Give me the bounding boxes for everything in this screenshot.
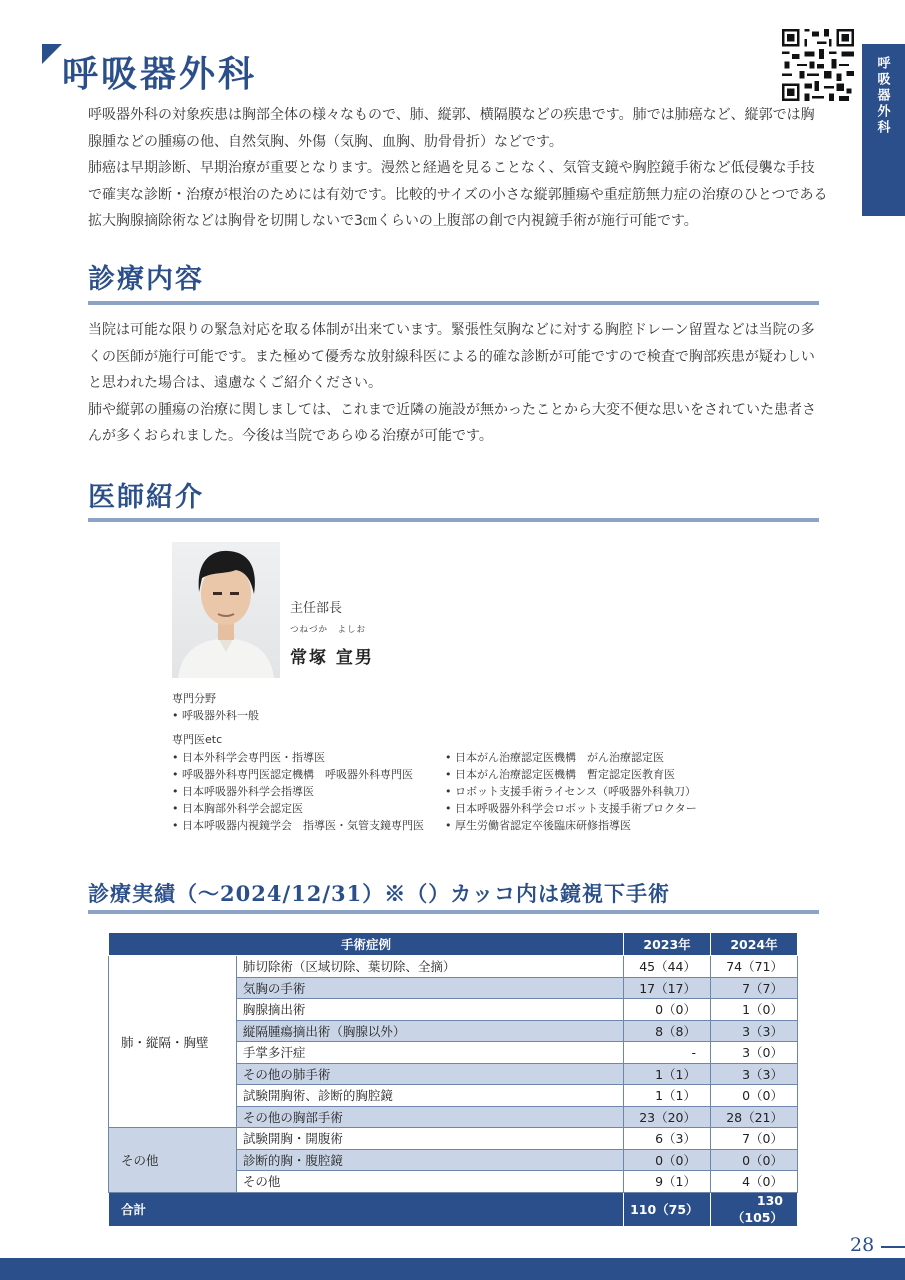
value-2024: 3（3） <box>711 1063 798 1085</box>
cert-item: • 呼吸器外科専門医認定機構 呼吸器外科専門医 <box>172 766 442 783</box>
value-2023: 6（3） <box>624 1128 711 1150</box>
section-side-tab[interactable] <box>862 44 905 216</box>
certs-list-left <box>172 749 442 834</box>
section-divider <box>88 910 819 914</box>
table-row <box>109 1128 798 1150</box>
value-2024: 7（7） <box>711 977 798 999</box>
value-2023: 23（20） <box>624 1106 711 1128</box>
value-2024: 4（0） <box>711 1171 798 1193</box>
doctor-name: 常塚 宣男 <box>290 648 374 668</box>
procedure-cell: 試験開胸・開腹術 <box>236 1128 623 1150</box>
section-divider <box>88 301 819 305</box>
care-paragraph: 肺や縦郭の腫瘍の治療に関しましては、これまで近隣の施設が無かったことから大変不便な思いをされていた患者さんが多くおられました。今後は当院であらゆる治療が可能です。 <box>88 401 816 444</box>
specialty-value: • 呼吸器外科一般 <box>172 709 259 722</box>
page-number: 28 <box>850 1234 875 1256</box>
header-2023: 2023年 <box>624 933 711 956</box>
header-procedure: 手術症例 <box>109 933 624 956</box>
cert-item: • 日本呼吸器外科学会指導医 <box>172 783 442 800</box>
title-corner-mark <box>42 44 62 64</box>
cert-item: • 日本がん治療認定医機構 暫定認定医教育医 <box>445 766 735 783</box>
category-cell: その他 <box>109 1128 237 1193</box>
intro-paragraph: 呼吸器外科の対象疾患は胸部全体の様々なもので、肺、縦郭、横隔膜などの疾患です。肺では肺癌など、縦郭では胸腺腫などの腫瘍の他、自然気胸、外傷（気胸、血胸、肋骨骨折）などです。 <box>88 107 815 150</box>
value-2024: 0（0） <box>711 1149 798 1171</box>
value-2023: 45（44） <box>624 956 711 978</box>
procedure-cell: 診断的胸・腹腔鏡 <box>236 1149 623 1171</box>
results-table <box>108 932 798 1227</box>
value-2024: 7（0） <box>711 1128 798 1150</box>
section-title-doctors: 医師紹介 <box>88 482 204 513</box>
value-2023: 0（0） <box>624 1149 711 1171</box>
care-paragraph: 当院は可能な限りの緊急対応を取る体制が出来ています。緊張性気胸などに対する胸腔ドレーン留置などは当院の多くの医師が施行可能です。また極めて優秀な放射線科医による的確な診断が可能ですので検査で胸部疾患が疑わしいと思われた場合は、遠慮なくご紹介ください。 <box>88 322 815 391</box>
value-2024: 28（21） <box>711 1106 798 1128</box>
certs-list-right <box>445 749 735 834</box>
procedure-cell: その他の肺手術 <box>236 1063 623 1085</box>
specialty-label: 専門分野 <box>172 692 216 705</box>
cert-item: • 日本外科学会専門医・指導医 <box>172 749 442 766</box>
cert-item: • 日本胸部外科学会認定医 <box>172 800 442 817</box>
value-2024: 1（0） <box>711 999 798 1021</box>
doctor-photo <box>172 542 280 678</box>
footer-bar <box>0 1258 905 1280</box>
side-tab-label: 呼吸器外科 <box>874 56 890 136</box>
qr-code-icon[interactable] <box>782 29 854 101</box>
procedure-cell: 胸腺摘出術 <box>236 999 623 1021</box>
intro-text <box>88 102 828 235</box>
header-2024: 2024年 <box>711 933 798 956</box>
section-title-results: 診療実績（～2024/12/31）※（）カッコ内は鏡視下手術 <box>88 881 671 906</box>
procedure-cell: 肺切除術（区域切除、葉切除、全摘） <box>236 956 623 978</box>
value-2024: 74（71） <box>711 956 798 978</box>
category-cell: 肺・縦隔・胸壁 <box>109 956 237 1128</box>
procedure-cell: 気胸の手術 <box>236 977 623 999</box>
value-2024: 0（0） <box>711 1085 798 1107</box>
table-row <box>109 956 798 978</box>
procedure-cell: 縦隔腫瘍摘出術（胸腺以外） <box>236 1020 623 1042</box>
value-2023: 1（1） <box>624 1085 711 1107</box>
procedure-cell: 試験開胸術、診断的胸腔鏡 <box>236 1085 623 1107</box>
cert-item: • 日本がん治療認定医機構 がん治療認定医 <box>445 749 735 766</box>
page-number-dash <box>881 1246 905 1248</box>
page-title: 呼吸器外科 <box>62 53 258 95</box>
cert-item: • 厚生労働省認定卒後臨床研修指導医 <box>445 817 735 834</box>
value-2023: 17（17） <box>624 977 711 999</box>
total-2024: 130（105） <box>711 1192 798 1226</box>
value-2023: 0（0） <box>624 999 711 1021</box>
value-2023: 1（1） <box>624 1063 711 1085</box>
section-title-care: 診療内容 <box>88 264 204 295</box>
care-text <box>88 317 828 450</box>
certs-label: 専門医etc <box>172 733 223 746</box>
table-total-row <box>109 1192 798 1226</box>
table-header-row <box>109 933 798 956</box>
procedure-cell: その他の胸部手術 <box>236 1106 623 1128</box>
procedure-cell: 手掌多汗症 <box>236 1042 623 1064</box>
total-2023: 110（75） <box>624 1192 711 1226</box>
cert-item: • 日本呼吸器内視鏡学会 指導医・気管支鏡専門医 <box>172 817 442 834</box>
procedure-cell: その他 <box>236 1171 623 1193</box>
value-2023: - <box>624 1042 711 1064</box>
intro-paragraph: 肺癌は早期診断、早期治療が重要となります。漫然と経過を見ることなく、気管支鏡や胸腔鏡手術など低侵襲な手技で確実な診断・治療が根治のためには有効です。比較的サイズの小さな縦郭腫瘍や重症筋無力症の治療のひとつである拡大胸腺摘除術などは胸骨を切開しないで3㎝くらいの上腹部の創で内視鏡手術が施行可能です。 <box>88 160 828 229</box>
cert-item: • 日本呼吸器外科学会ロボット支援手術プロクター <box>445 800 735 817</box>
doctor-name-ruby: つねづか よしお <box>290 625 367 635</box>
doctor-role: 主任部長 <box>290 601 343 616</box>
total-label: 合計 <box>109 1192 624 1226</box>
cert-item: • ロボット支援手術ライセンス（呼吸器外科執刀） <box>445 783 735 800</box>
value-2024: 3（0） <box>711 1042 798 1064</box>
value-2024: 3（3） <box>711 1020 798 1042</box>
value-2023: 9（1） <box>624 1171 711 1193</box>
section-divider <box>88 518 819 522</box>
value-2023: 8（8） <box>624 1020 711 1042</box>
